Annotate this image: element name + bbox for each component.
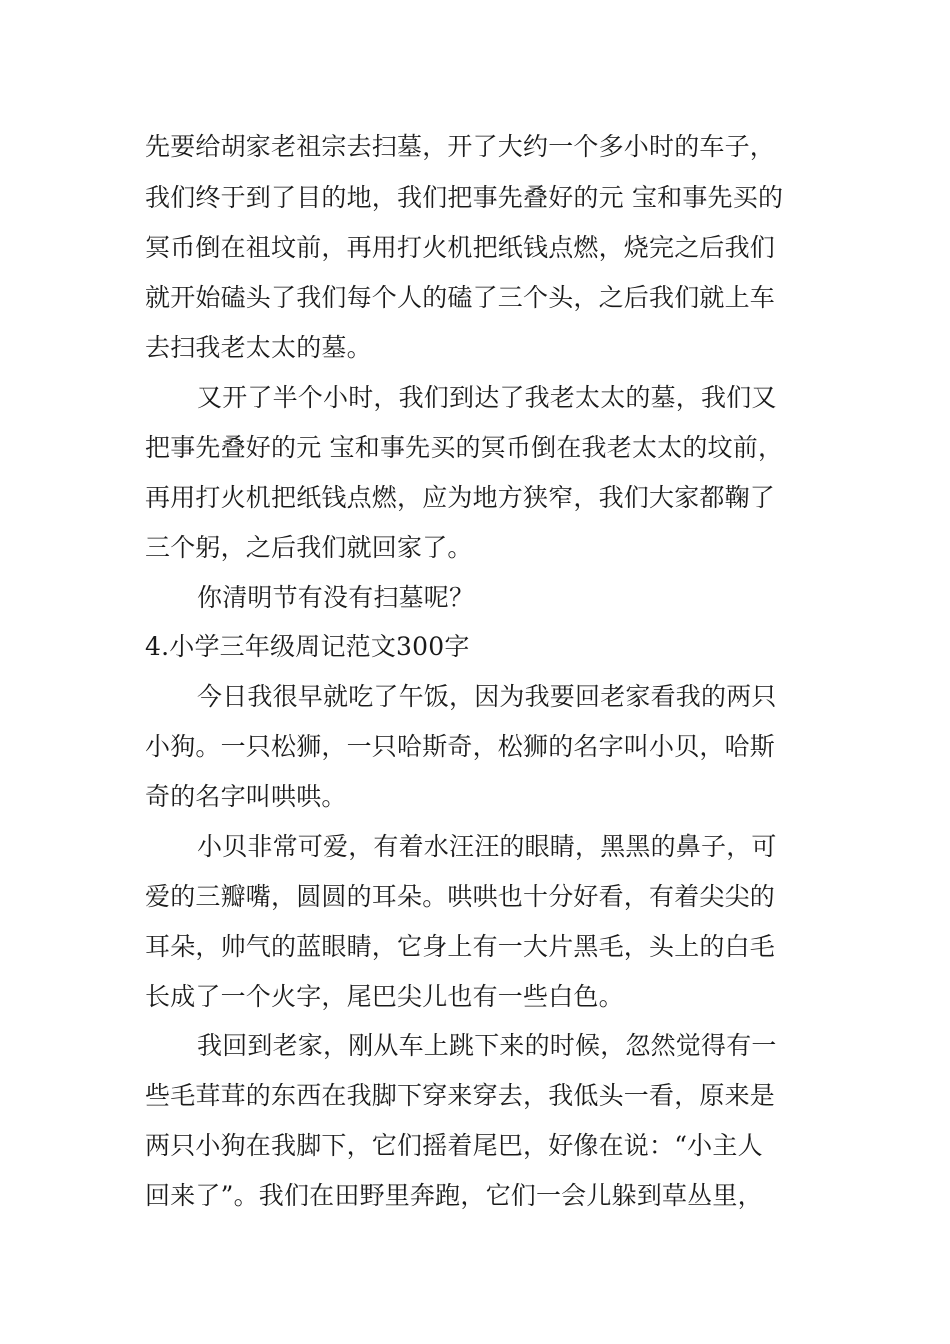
paragraph-first-line: 今日我很早就吃了午饭，因为我要回老家看我的两只 xyxy=(197,682,777,711)
text-line: 先要给胡家老祖宗去扫墓，开了大约一个多小时的车子， xyxy=(145,132,776,161)
text-line: 小狗。一只松狮，一只哈斯奇，松狮的名字叫小贝，哈斯 xyxy=(145,732,776,761)
text-line: 两只小狗在我脚下，它们摇着尾巴，好像在说：“小主人 xyxy=(145,1131,763,1160)
text-line: 爱的三瓣嘴，圆圆的耳朵。哄哄也十分好看，有着尖尖的 xyxy=(145,882,776,911)
paragraph-first-line: 小贝非常可爱，有着水汪汪的眼睛，黑黑的鼻子，可 xyxy=(197,832,777,861)
paragraph-first-line: 我回到老家，刚从车上跳下来的时候，忽然觉得有一 xyxy=(197,1031,777,1060)
paragraph-first-line: 你清明节有没有扫墓呢？ xyxy=(197,583,475,612)
paragraph-first-line: 又开了半个小时，我们到达了我老太太的墓，我们又 xyxy=(197,383,777,412)
section-heading: 4.小学三年级周记范文300字 xyxy=(145,632,470,661)
text-line: 就开始磕头了我们每个人的磕了三个头，之后我们就上车 xyxy=(145,283,776,312)
text-line: 把事先叠好的元 宝和事先买的冥币倒在我老太太的坟前， xyxy=(145,433,784,462)
text-line: 我们终于到了目的地，我们把事先叠好的元 宝和事先买的 xyxy=(145,183,784,212)
text-line: 长成了一个火字，尾巴尖儿也有一些白色。 xyxy=(145,982,624,1011)
text-line: 冥币倒在祖坟前，再用打火机把纸钱点燃，烧完之后我们 xyxy=(145,233,776,262)
text-line: 去扫我老太太的墓。 xyxy=(145,333,372,362)
text-line: 再用打火机把纸钱点燃，应为地方狭窄，我们大家都鞠了 xyxy=(145,483,776,512)
text-line: 些毛茸茸的东西在我脚下穿来穿去，我低头一看，原来是 xyxy=(145,1081,776,1110)
text-line: 奇的名字叫哄哄。 xyxy=(145,782,347,811)
text-line: 三个躬，之后我们就回家了。 xyxy=(145,533,473,562)
text-line: 回来了”。我们在田野里奔跑，它们一会儿躲到草丛里， xyxy=(145,1181,763,1210)
text-line: 耳朵，帅气的蓝眼睛，它身上有一大片黑毛，头上的白毛 xyxy=(145,932,776,961)
